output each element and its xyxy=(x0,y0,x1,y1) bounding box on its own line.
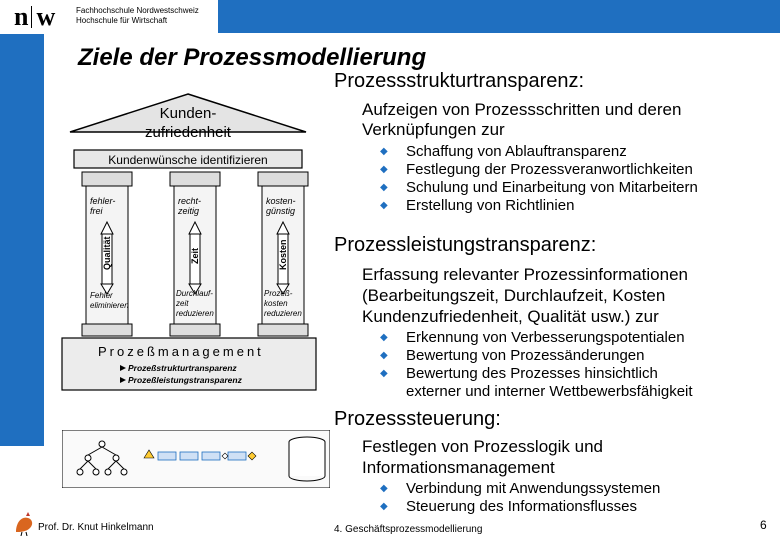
pillar-3-label: Kosten xyxy=(278,239,288,270)
pillar-cost xyxy=(258,172,308,336)
institution-line-1: Fachhochschule Nordwestschweiz xyxy=(76,6,199,15)
section-3-text-1: Festlegen von Prozesslogik und xyxy=(362,437,603,456)
pillar-2-bottom-1: Durchlauf- xyxy=(176,289,213,298)
pillar-2-top-1: recht- xyxy=(178,196,202,206)
institution-name xyxy=(76,6,199,26)
pillar-3-top-2: günstig xyxy=(266,206,296,216)
footer-author: Prof. Dr. Knut Hinkelmann xyxy=(38,522,154,533)
rooster-logo-icon xyxy=(12,510,36,536)
section-1-heading: Prozessstrukturtransparenz: xyxy=(334,70,585,92)
section-3-bullets xyxy=(380,480,660,516)
pillar-1-bottom-2: eliminieren xyxy=(90,301,129,310)
pillar-1-top-2: frei xyxy=(90,206,103,216)
pillar-2-label: Zeit xyxy=(190,247,200,264)
base-item-1: Prozeßstrukturtransparenz xyxy=(128,363,237,373)
section-3-text-2: Informationsmanagement xyxy=(362,458,555,477)
footer-course: 4. Geschäftsprozessmodellierung xyxy=(334,524,483,535)
pillar-2-bottom-2: zeit xyxy=(176,299,189,308)
pillar-3-top-1: kosten- xyxy=(266,196,296,206)
pillar-2-top-2: zeitig xyxy=(178,206,200,216)
list-item: ◆ Schaffung von Ablauftransparenz xyxy=(380,143,627,160)
section-3-heading: Prozesssteuerung: xyxy=(334,408,501,430)
pillar-1-label: Qualität xyxy=(102,236,112,270)
list-item: ◆ Erstellung von Richtlinien xyxy=(380,197,575,214)
list-item: ◆ Verbindung mit Anwendungssystemen xyxy=(380,480,661,497)
slide-title: Ziele der Prozessmodellierung xyxy=(78,44,427,71)
temple-diagram xyxy=(58,92,320,392)
base-title: Prozeßmanagement xyxy=(98,344,264,359)
section-2-text-3: Kundenzufriedenheit, Qualität usw.) zur xyxy=(362,307,659,326)
institution-line-2: Hochschule für Wirtschaft xyxy=(76,16,168,25)
list-item: ◆ Bewertung von Prozessänderungen xyxy=(380,347,645,364)
pillar-3-bottom-1: Prozeß- xyxy=(264,289,293,298)
beam-text: Kundenwünsche identifizieren xyxy=(108,153,268,167)
section-2-heading: Prozessleistungstransparenz: xyxy=(334,234,597,256)
header-blue-band xyxy=(218,0,780,33)
roof-text-2: zufriedenheit xyxy=(145,124,231,141)
list-item: ◆ Festlegung der Prozessveranwortlichkeiten xyxy=(380,161,693,178)
roof-text-1: Kunden- xyxy=(159,105,217,122)
pillar-quality xyxy=(82,172,132,336)
left-accent-bar xyxy=(0,34,44,446)
pillar-3-bottom-3: reduzieren xyxy=(264,309,302,318)
pillar-1-top-1: fehler- xyxy=(90,196,116,206)
list-item: ◆ Steuerung des Informationsflusses xyxy=(380,498,637,515)
list-item: ◆ Erkennung von Verbesserungspotentialen xyxy=(380,329,685,346)
process-diagram xyxy=(62,430,330,488)
section-2-bullets xyxy=(380,329,693,401)
page-number: 6 xyxy=(760,518,767,532)
fhnw-logo: n w xyxy=(14,2,55,31)
list-item: ◆ Schulung und Einarbeitung von Mitarbeitern xyxy=(380,179,698,196)
section-1-text-2: Verknüpfungen zur xyxy=(362,120,505,139)
list-item-continuation: externer und interner Wettbewerbsfähigkeit xyxy=(406,383,693,400)
base-item-2: Prozeßleistungstransparenz xyxy=(128,375,242,385)
pillar-3-bottom-2: kosten xyxy=(264,299,288,308)
list-item: ◆ Bewertung des Prozesses hinsichtlich xyxy=(380,365,658,382)
section-2-text-1: Erfassung relevanter Prozessinformationen xyxy=(362,265,688,284)
section-1-bullets xyxy=(380,143,698,215)
pillar-2-bottom-3: reduzieren xyxy=(176,309,214,318)
section-2-text-2: (Bearbeitungszeit, Durchlaufzeit, Kosten xyxy=(362,286,666,305)
pillar-1-bottom-1: Fehler xyxy=(90,291,113,300)
section-1-text-1: Aufzeigen von Prozessschritten und deren xyxy=(362,100,682,119)
pillar-time xyxy=(170,172,220,336)
